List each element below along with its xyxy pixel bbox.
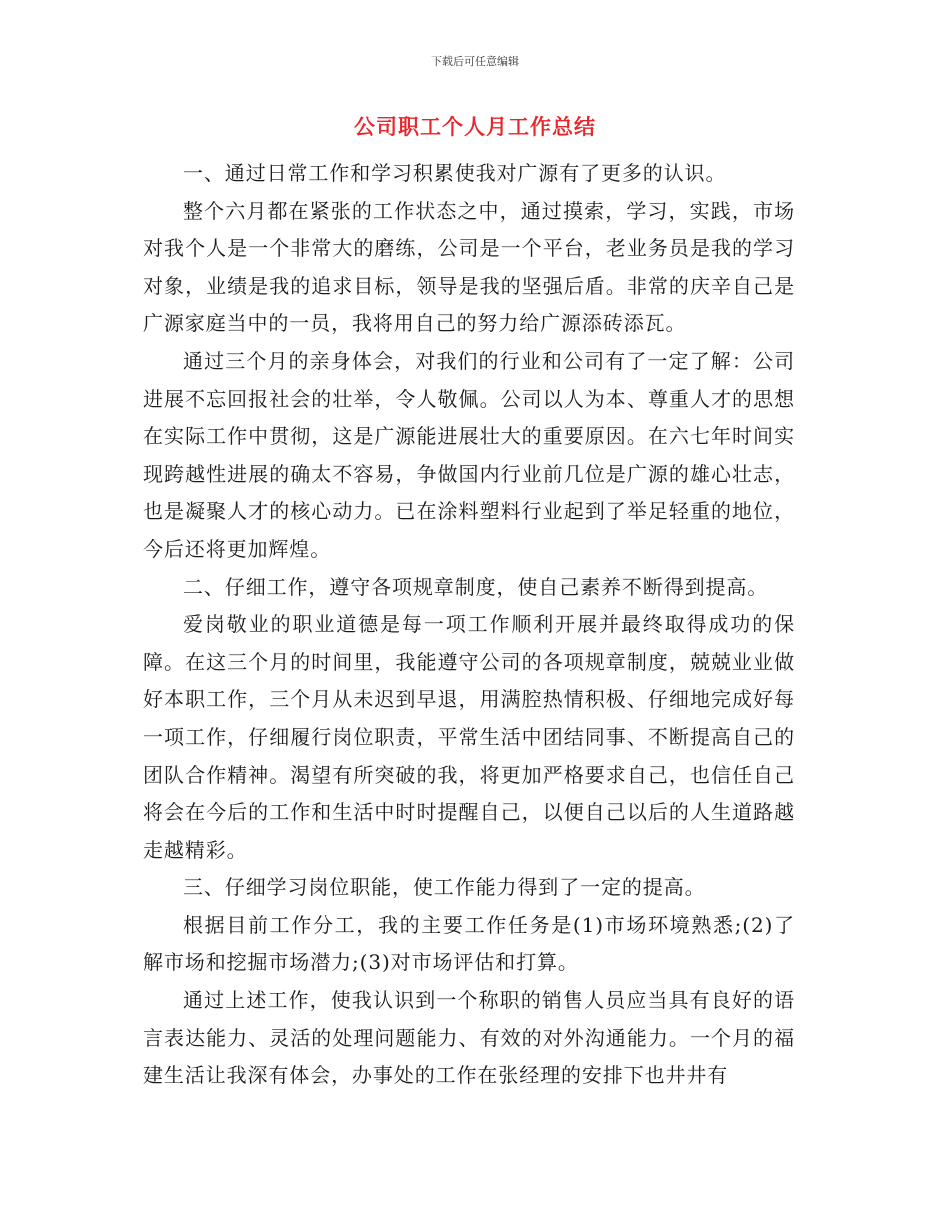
document-body	[143, 155, 795, 1095]
paragraph: 根据目前工作分工，我的主要工作任务是(1)市场环境熟悉;(2)了解市场和挖掘市场潜力;(3)对市场评估和打算。	[143, 912, 795, 975]
paragraph: 通过上述工作，使我认识到一个称职的销售人员应当具有良好的语言表达能力、灵活的处理问题能力、有效的对外沟通能力。一个月的福建生活让我深有体会，办事处的工作在张经理的安排下也井井有	[143, 988, 795, 1088]
document-title: 公司职工个人月工作总结	[354, 115, 596, 139]
header-note: 下载后可任意编辑	[431, 55, 519, 68]
paragraph: 爱岗敬业的职业道德是每一项工作顺利开展并最终取得成功的保障。在这三个月的时间里，我能遵守公司的各项规章制度，兢兢业业做好本职工作，三个月从未迟到早退，用满腔热情积极、仔细地完成好每一项工作，仔细履行岗位职责，平常生活中团结同事、不断提高自己的团队合作精神。渴望有所突破的我，将更加严格要求自己，也信任自己将会在今后的工作和生活中时时提醒自己，以便自己以后的人生道路越走越精彩。	[143, 612, 795, 862]
paragraph: 通过三个月的亲身体会，对我们的行业和公司有了一定了解：公司进展不忘回报社会的壮举，令人敬佩。公司以人为本、尊重人才的思想在实际工作中贯彻，这是广源能进展壮大的重要原因。在六七年时间实现跨越性进展的确太不容易，争做国内行业前几位是广源的雄心壮志，也是凝聚人才的核心动力。已在涂料塑料行业起到了举足轻重的地位，今后还将更加辉煌。	[143, 348, 795, 561]
section-heading-2: 二、仔细工作，遵守各项规章制度，使自己素养不断得到提高。	[183, 574, 769, 599]
section-heading-3: 三、仔细学习岗位职能，使工作能力得到了一定的提高。	[183, 875, 706, 900]
paragraph: 整个六月都在紧张的工作状态之中，通过摸索，学习，实践，市场对我个人是一个非常大的磨练，公司是一个平台，老业务员是我的学习对象，业绩是我的追求目标，领导是我的坚强后盾。非常的庆辛自己是广源家庭当中的一员，我将用自己的努力给广源添砖添瓦。	[143, 198, 795, 336]
section-heading-1: 一、通过日常工作和学习积累使我对广源有了更多的认识。	[183, 161, 727, 185]
